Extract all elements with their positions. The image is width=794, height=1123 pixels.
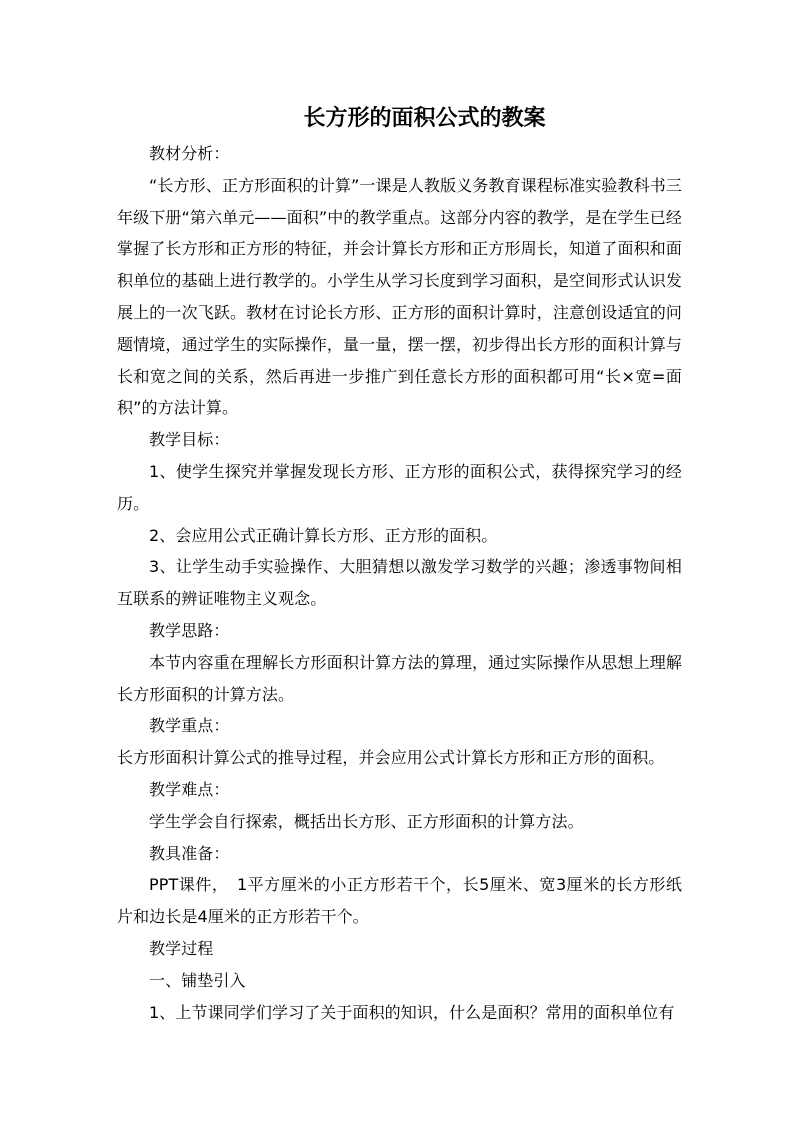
goal-item-3: 3、让学生动手实验操作、大胆猜想以激发学习数学的兴趣；渗透事物间相互联系的辨证唯物主义观念。 (117, 557, 682, 609)
heading-difficulties: 教学难点： (149, 779, 230, 799)
heading-teaching-aids: 教具准备： (149, 843, 230, 863)
document-title: 长方形的面积公式的教案 (303, 105, 546, 131)
paragraph-difficulties: 学生学会自行探索，概括出长方形、正方形面积的计算方法。 (149, 811, 584, 831)
heading-textbook-analysis: 教材分析： (149, 144, 230, 163)
document-body (117, 100, 682, 1028)
heading-key-points: 教学重点： (149, 716, 230, 736)
heading-section-1: 一、铺垫引入 (149, 970, 246, 990)
heading-teaching-process: 教学过程 (149, 938, 214, 958)
goal-item-1: 1、使学生探究并掌握发现长方形、正方形的面积公式，获得探究学习的经历。 (117, 461, 682, 513)
paragraph-section-1-item-1: 1、上节课同学们学习了关于面积的知识，什么是面积？常用的面积单位有 (149, 1002, 675, 1022)
paragraph-key-points: 长方形面积计算公式的推导过程，并会应用公式计算长方形和正方形的面积。 (117, 748, 665, 768)
heading-teaching-approach: 教学思路： (149, 620, 230, 640)
heading-teaching-goals: 教学目标： (149, 430, 230, 450)
paragraph-teaching-approach: 本节内容重在理解长方形面积计算方法的算理，通过实际操作从思想上理解长方形面积的计算方法。 (117, 652, 682, 704)
goal-item-2: 2、会应用公式正确计算长方形、正方形的面积。 (149, 525, 498, 545)
paragraph-textbook-analysis: “长方形、正方形面积的计算”一课是人教版义务教育课程标准实验教科书三年级下册“第六单元——面积”中的教学重点。这部分内容的教学，是在学生已经掌握了长方形和正方形的特征，并会计算长方形和正方形周长，知道了面积和面积单位的基础上进行教学的。小学生从学习长度到学习面积，是空间形式认识发展上的一次飞跃。教材在讨论长方形、正方形的面积计算时，注意创设适宜的问题情境，通过学生的实际操作，量一量，摆一摆，初步得出长方形的面积计算与长和宽之间的关系，然后再进一步推广到任意长方形的面积都可用“长×宽=面积”的方法计算。 (117, 175, 682, 418)
paragraph-teaching-aids: PPT课件， 1平方厘米的小正方形若干个，长5厘米、宽3厘米的长方形纸片和边长是4厘米的正方形若干个。 (117, 875, 682, 927)
